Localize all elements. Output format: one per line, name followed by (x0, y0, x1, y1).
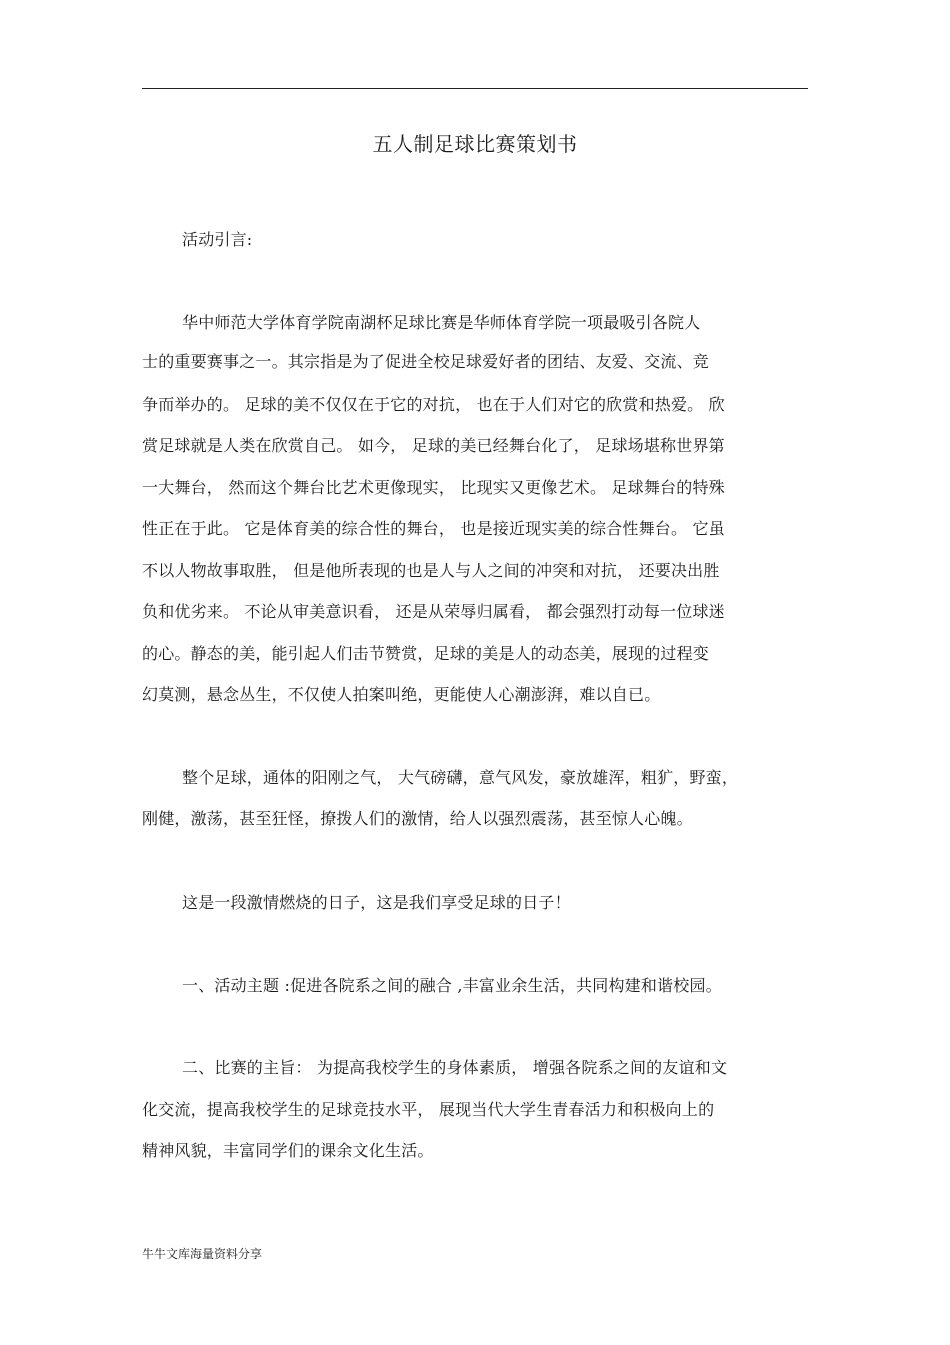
top-rule (142, 88, 808, 89)
intro-heading: 活动引言: (182, 230, 253, 249)
paragraph1-line: 性正在于此。 它是体育美的综合性的舞台， 也是接近现实美的综合性舞台。 它虽 (142, 519, 725, 538)
paragraph1-line: 华中师范大学体育学院南湖杯足球比赛是华师体育学院一项最吸引各院人 (182, 313, 701, 332)
section2-line: 精神风貌，丰富同学们的课余文化生活。 (142, 1141, 434, 1160)
document-title: 五人制足球比赛策划书 (372, 132, 578, 156)
section1-theme: 一、活动主题 :促进各院系之间的融合 ,丰富业余生活，共同构建和谐校园。 (182, 976, 722, 995)
paragraph2-line: 刚健，激荡，甚至狂怪，撩拨人们的激情，给人以强烈震荡，甚至惊人心魄。 (142, 809, 693, 828)
paragraph1-line: 争而举办的。 足球的美不仅仅在于它的对抗， 也在于人们对它的欣赏和热爱。 欣 (142, 395, 725, 414)
paragraph1-line: 负和优劣来。 不论从审美意识看， 还是从荣辱归属看， 都会强烈打动每一位球迷 (142, 602, 725, 621)
paragraph2-line: 整个足球，通体的阳刚之气， 大气磅礴，意气风发，豪放雄浑，粗犷，野蛮， (182, 768, 739, 787)
paragraph1-line: 一大舞台， 然而这个舞台比艺术更像现实， 比现实又更像艺术。 足球舞台的特殊 (142, 478, 725, 497)
section2-line: 化交流，提高我校学生的足球竞技水平， 展现当代大学生青春活力和积极向上的 (142, 1100, 715, 1119)
paragraph1-line: 赏足球就是人类在欣赏自己。 如今， 足球的美已经舞台化了， 足球场堪称世界第 (142, 436, 725, 455)
paragraph1-line: 士的重要赛事之一。其宗指是为了促进全校足球爱好者的团结、友爱、交流、竞 (142, 352, 710, 371)
page-footer: 牛牛文库海量资料分享 (142, 1247, 263, 1261)
section2-line: 二、比赛的主旨： 为提高我校学生的身体素质， 增强各院系之间的友谊和文 (182, 1058, 728, 1077)
paragraph1-line: 的心。静态的美，能引起人们击节赞赏，足球的美是人的动态美，展现的过程变 (142, 644, 710, 663)
paragraph1-line: 幻莫测，悬念丛生，不仅使人拍案叫绝，更能使人心潮澎湃，难以自已。 (142, 685, 661, 704)
paragraph1-line: 不以人物故事取胜， 但是他所表现的也是人与人之间的冲突和对抗， 还要决出胜 (142, 561, 720, 580)
paragraph3: 这是一段激情燃烧的日子，这是我们享受足球的日子！ (182, 893, 571, 912)
